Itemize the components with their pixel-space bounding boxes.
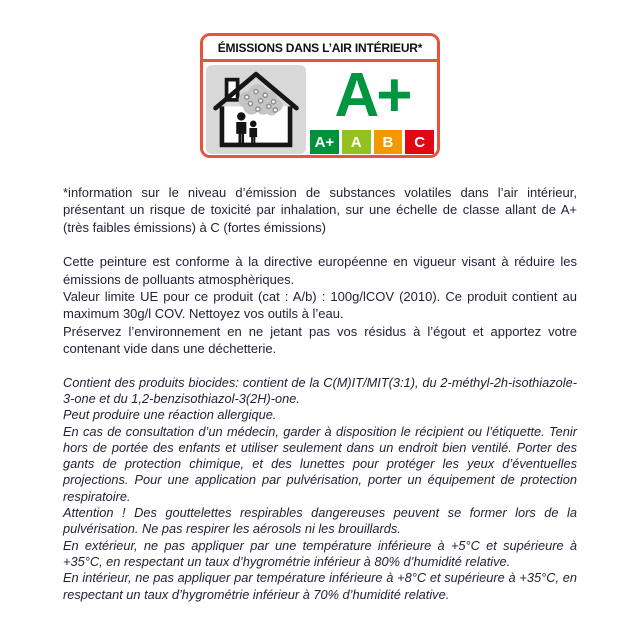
safety-paragraph: Attention ! Des gouttelettes respirables dangereuses peuvent se former lors de la pulvérisation. Ne pas respirer les aérosols ni les brouillards.	[63, 505, 577, 537]
safety-paragraph: En intérieur, ne pas appliquer par température inférieure à +8°C et supérieure à +35°C, en respectant un taux d’hygrométrie inférieur à 70% d’humidité relative.	[63, 570, 577, 602]
safety-paragraph: En cas de consultation d’un médecin, garder à disposition le récipient ou l’étiquette. Tenir hors de portée des enfants et utiliser seulement dans un endroit bien ventilé. Porter des gants de protection chimique, et des lunettes pour protéger les yeux d’éventuelles projections. Pour une application par pulvérisation, porter un équipement de protection respiratoire.	[63, 423, 577, 504]
safety-warnings	[63, 375, 577, 603]
label-text	[63, 184, 577, 603]
rating-grade-large: A+	[334, 61, 410, 130]
rating-area	[310, 61, 434, 154]
air-label-body	[203, 62, 437, 157]
rating-scale-box-a: A	[342, 130, 371, 154]
house-family-cloud-icon	[210, 67, 302, 153]
rating-scale-box-c: C	[405, 130, 434, 154]
rating-scale-box-aplus: A+	[310, 130, 339, 154]
safety-paragraph: Peut produire une réaction allergique.	[63, 407, 277, 423]
house-pictogram-panel	[206, 65, 306, 154]
regulatory-paragraph: Valeur limite UE pour ce produit (cat : A/b) : 100g/lCOV (2010). Ce produit contient au maximum 30g/l COV. Nettoyez vos outils à l’eau.	[63, 289, 577, 322]
rating-scale-box-b: B	[374, 130, 403, 154]
regulatory-paragraph: Cette peinture est conforme à la directive européenne en vigueur visant à réduire les émissions de polluants atmosphèriques.	[63, 254, 577, 287]
rating-scale	[310, 130, 434, 154]
regulatory-paragraph: Préservez l’environnement en ne jetant pas vos résidus à l’égout et apportez votre contenant vide dans une déchetterie.	[63, 323, 577, 357]
safety-paragraph: En extérieur, ne pas appliquer par une température inférieure à +5°C et supérieure à +35°C, en respectant un taux d’hygrométrie inférieur à 80% d’humidité relative.	[63, 537, 577, 569]
safety-paragraph: Contient des produits biocides: contient de la C(M)IT/MIT(3:1), du 2-méthyl-2h-isothiazole-3-one et du 1,2-benzisothiazol-3(2H)-one.	[63, 374, 577, 406]
air-quality-label	[200, 33, 440, 158]
footnote-paragraph: *information sur le niveau d’émission de substances volatiles dans l’air intérieur, présentant un risque de toxicité par inhalation, sur une échelle de classe allant de A+ (très faibles émissions) à C (fortes émissions)	[63, 185, 577, 235]
air-label-title: ÉMISSIONS DANS L’AIR INTÉRIEUR*	[203, 36, 437, 62]
